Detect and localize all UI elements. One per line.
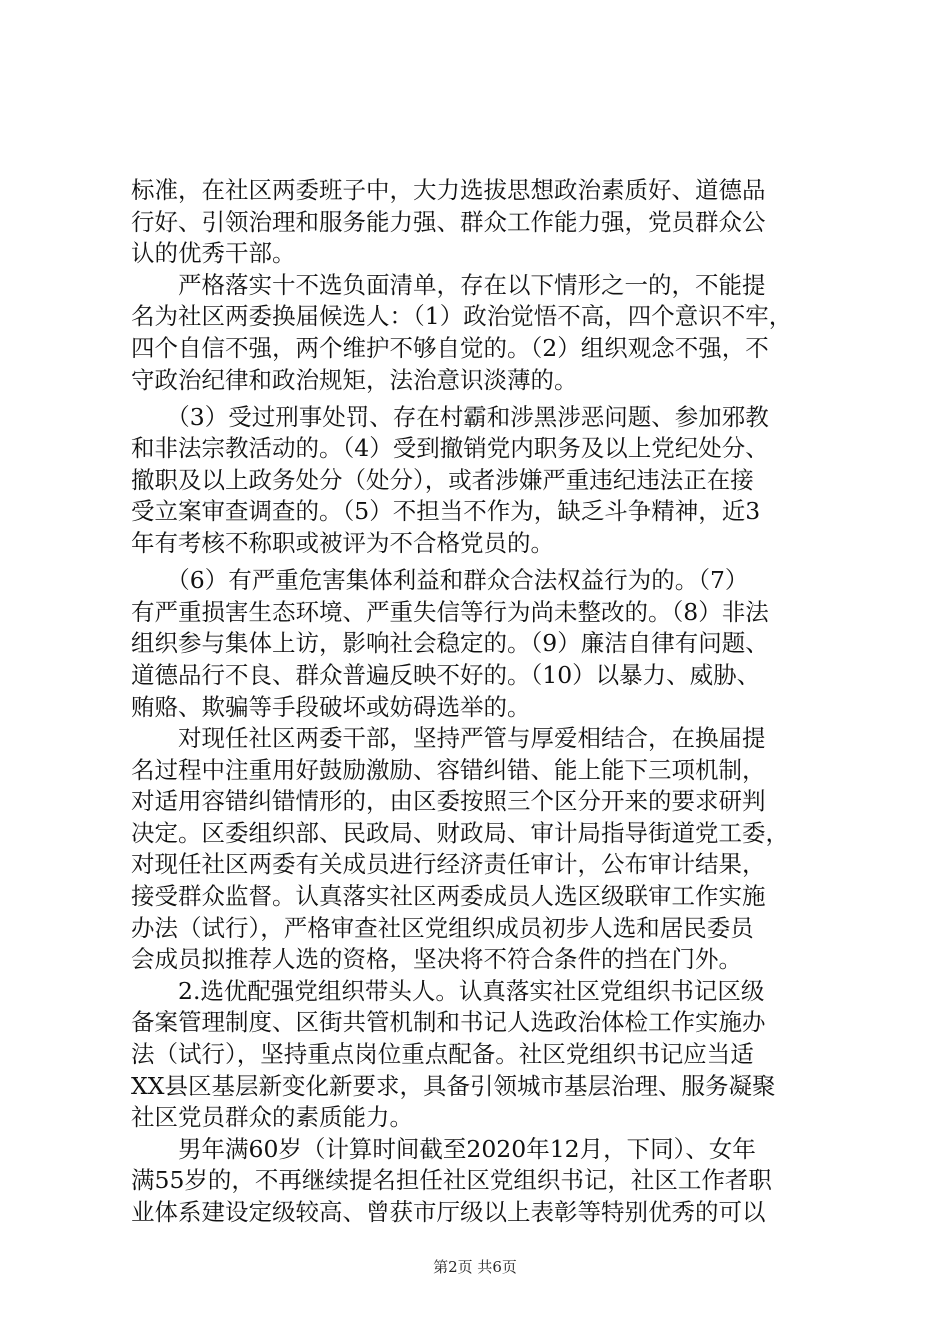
page-footer: 第2页 共6页 xyxy=(433,1258,517,1276)
text-line: 行好、引领治理和服务能力强、群众工作能力强，党员群众公 xyxy=(131,207,766,236)
text-line: （3）受过刑事处罚、存在村霸和涉黑涉恶问题、参加邪教 xyxy=(131,402,769,431)
text-line: 名为社区两委换届候选人：（1）政治觉悟不高，四个意识不牢， xyxy=(131,302,793,331)
text-line: 办法（试行），严格审查社区党组织成员初步人选和居民委员 xyxy=(131,913,754,942)
text-line: 对适用容错纠错情形的，由区委按照三个区分开来的要求研判 xyxy=(131,787,766,816)
text-line: 严格落实十不选负面清单，存在以下情形之一的，不能提 xyxy=(131,270,766,299)
text-line: 守政治纪律和政治规矩，法治意识淡薄的。 xyxy=(131,365,578,394)
text-line: 决定。区委组织部、民政局、财政局、审计局指导街道党工委， xyxy=(131,818,789,847)
text-line: 法（试行），坚持重点岗位重点配备。社区党组织书记应当适 xyxy=(131,1040,754,1069)
text-line: 年有考核不称职或被评为不合格党员的。 xyxy=(131,529,554,558)
text-line: 组织参与集体上访，影响社会稳定的。（9）廉洁自律有问题、 xyxy=(131,629,769,658)
text-line: 名过程中注重用好鼓励激励、容错纠错、能上能下三项机制， xyxy=(131,755,766,784)
text-line: 对现任社区两委干部，坚持严管与厚爱相结合，在换届提 xyxy=(131,724,766,753)
text-line: 撤职及以上政务处分（处分），或者涉嫌严重违纪违法正在接 xyxy=(131,465,754,494)
text-line: 有严重损害生态环境、严重失信等行为尚未整改的。（8）非法 xyxy=(131,597,769,626)
text-line: 道德品行不良、群众普遍反映不好的。（10）以暴力、威胁、 xyxy=(131,660,761,689)
text-line: 对现任社区两委有关成员进行经济责任审计，公布审计结果， xyxy=(131,850,766,879)
text-line: 业体系建设定级较高、曾获市厅级以上表彰等特别优秀的可以 xyxy=(131,1198,766,1226)
text-line: 受立案审查调查的。（5）不担当不作为，缺乏斗争精神，近3 xyxy=(131,497,761,526)
text-line: 2.选优配强党组织带头人。认真落实社区党组织书记区级 xyxy=(131,976,765,1005)
text-line: 接受群众监督。认真落实社区两委成员人选区级联审工作实施 xyxy=(131,882,766,911)
text-line: 四个自信不强，两个维护不够自觉的。（2）组织观念不强，不 xyxy=(131,333,769,362)
text-line: 社区党员群众的素质能力。 xyxy=(131,1103,413,1132)
text-line: 男年满60岁（计算时间截至2020年12月，下同）、女年 xyxy=(131,1134,756,1163)
text-line: 贿赂、欺骗等手段破坏或妨碍选举的。 xyxy=(131,692,531,721)
text-line: XX县区基层新变化新要求，具备引领城市基层治理、服务凝聚 xyxy=(131,1071,776,1100)
text-line: （6）有严重危害集体利益和群众合法权益行为的。（7） xyxy=(131,566,749,595)
text-line: 满55岁的，不再继续提名担任社区党组织书记，社区工作者职 xyxy=(131,1166,772,1195)
text-line: 和非法宗教活动的。（4）受到撤销党内职务及以上党纪处分、 xyxy=(131,434,769,463)
body-text xyxy=(131,175,831,1229)
text-line: 备案管理制度、区街共管机制和书记人选政治体检工作实施办 xyxy=(131,1008,766,1037)
text-line: 标准，在社区两委班子中，大力选拔思想政治素质好、道德品 xyxy=(131,176,766,204)
text-line: 会成员拟推荐人选的资格，坚决将不符合条件的挡在门外。 xyxy=(131,945,742,974)
text-line: 认的优秀干部。 xyxy=(131,239,296,268)
